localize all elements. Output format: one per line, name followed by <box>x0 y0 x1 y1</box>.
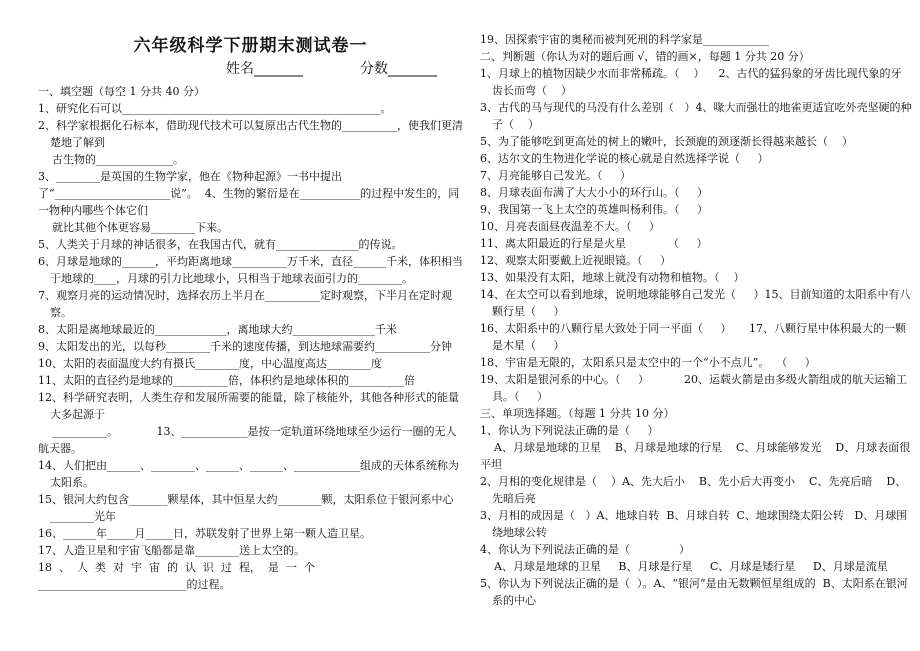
right-line: 1、你认为下列说法正确的是（ ） <box>480 424 659 437</box>
right-line: 5、为了能够吃到更高处的树上的嫩叶，长颈鹿的颈逐渐长得越来越长（ ） <box>480 135 853 148</box>
left-line: 6、月球是地球的______，平均距离地球__________万千米，直径______千米，体积相当于地球的____，月球的引力比地球小，只相当于地球表面引力的________。 <box>38 255 463 285</box>
left-line: __________。 13、____________是按一定轨道环绕地球至少运行一圈的无人航天器。 <box>38 425 457 455</box>
left-line: 一、填空题（每空 1 分共 40 分） <box>38 85 205 98</box>
right-line: 9、我国第一飞上太空的英雄叫杨利伟。（ ） <box>480 203 708 216</box>
right-line: 6、达尔文的生物进化学说的核心就是自然选择学说（ ） <box>480 152 769 165</box>
name-score-row <box>38 61 463 81</box>
left-column <box>38 0 463 593</box>
right-line: 3、月相的成因是（ ）A、地球自转 B、月球自转 C、地球围绕太阳公转 D、月球围绕地球公转 <box>480 509 908 539</box>
left-line: 15、银河大约包含_______颗星体，其中恒星大约________颗，太阳系位于银河系中心________光年 <box>38 493 454 523</box>
right-line: 8、月球表面布满了大大小小的环行山。（ ） <box>480 186 708 199</box>
left-line: 11、太阳的直径约是地球的__________倍，体积约是地球体积的__________倍 <box>38 374 415 387</box>
left-line: 3、________是英国的生物学家，他在《物种起源》一书中提出了“_____________________说”。 4、生物的繁衍是在___________的过程中发生的，同一物种内哪些个体它们 <box>38 170 460 217</box>
right-line: A、月球是地球的卫星 B、月球是行星 C、月球是矮行星 D、月球是流星 <box>480 560 888 573</box>
right-line: 4、你认为下列说法正确的是（ ） <box>480 543 690 556</box>
left-line: 8、太阳是离地球最近的_____________，离地球大约_______________千米 <box>38 323 397 336</box>
right-line: 5、你认为下列说法正确的是（ ）。A、“银河”是由无数颗恒星组成的 B、太阳系在银河系的中心 <box>480 577 908 607</box>
right-line: 13、如果没有太阳，地球上就没有动物和植物。（ ） <box>480 271 745 284</box>
right-line: 10、月亮表面昼夜温差不大。（ ） <box>480 220 660 233</box>
right-line: 19、太阳是银河系的中心。（ ） 20、运载火箭是由多级火箭组成的航天运输工具。（ ） <box>480 373 907 403</box>
right-line: 19、因探索宇宙的奥秘而被判死刑的科学家是____________ <box>480 33 769 46</box>
right-line: 二、判断题（你认为对的题后画 √，错的画×，每题 1 分共 20 分） <box>480 50 810 63</box>
score-field[interactable]: 分数_______ <box>360 61 437 77</box>
left-line: 古生物的______________。 <box>38 153 184 166</box>
left-line: 16、______年_____月_____日，苏联发射了世界上第一颗人造卫星。 <box>38 527 371 540</box>
left-line: 17、人造卫星和宇宙飞船都是靠________送上太空的。 <box>38 544 305 557</box>
right-line: 三、单项选择题。（每题 1 分共 10 分） <box>480 407 675 420</box>
right-line: 3、古代的马与现代的马没有什么差别（ ）4、喙大而强壮的地雀更适宜吃外壳坚硬的种子（ ） <box>480 101 912 131</box>
left-line: 5、人类关于月球的神话很多，在我国古代，就有_______________的传说。 <box>38 238 403 251</box>
left-line: 12、科学研究表明，人类生存和发展所需要的能量，除了核能外，其他各种形式的能量大多起源于 <box>38 391 459 421</box>
right-line: 16、太阳系中的八颗行星大致处于同一平面（ ） 17、八颗行星中体积最大的一颗是木星（ ） <box>480 322 906 352</box>
left-line: 7、观察月亮的运动情况时，选择农历上半月在__________定时观察，下半月在定时观察。 <box>38 289 452 319</box>
left-line: 14、人们把由______、________、______、______、____________组成的天体系统称为太阳系。 <box>38 459 459 489</box>
right-column <box>480 31 912 609</box>
right-line: 2、月相的变化规律是（ ）A、先大后小 B、先小后大再变小 C、先亮后暗 D、先暗后亮 <box>480 475 907 505</box>
right-line: 18、宇宙是无限的，太阳系只是太空中的一个“小不点儿”。 （ ） <box>480 356 816 369</box>
right-line: A、月球是地球的卫星 B、月球是地球的行星 C、月球能够发光 D、月球表面很平坦 <box>480 441 911 471</box>
right-line: 1、月球上的植物因缺少水而非常稀疏。（ ） 2、古代的猛犸象的牙齿比现代象的牙齿长而弯（ ） <box>480 67 902 97</box>
exam-title: 六年级科学下册期末测试卷一 <box>133 36 368 56</box>
left-line: 2、科学家根据化石标本，借助现代技术可以复原出古代生物的__________，使我们更清楚地了解到 <box>38 119 463 149</box>
name-field[interactable]: 姓名_______ <box>226 61 303 77</box>
left-line: 18 、 人 类 对 宇 宙 的 认 识 过 程， 是 一 个___________________________的过程。 <box>38 561 315 591</box>
right-line: 11、离太阳最近的行星是火星 （ ） <box>480 237 708 250</box>
right-line: 14、在太空可以看到地球，说明地球能够自己发光（ ）15、目前知道的太阳系中有八颗行星（ ） <box>480 288 911 318</box>
left-line: 9、太阳发出的光，以每秒________千米的速度传播，到达地球需要约__________分钟 <box>38 340 452 353</box>
right-line: 7、月亮能够自己发光。（ ） <box>480 169 631 182</box>
left-line: 10、太阳的表面温度大约有摄氏________度，中心温度高达________度 <box>38 357 382 370</box>
left-line: 就比其他个体更容易________下来。 <box>38 221 228 234</box>
right-line: 12、观察太阳要戴上近视眼镜。（ ） <box>480 254 671 267</box>
left-line: 1、研究化石可以_______________________________________________。 <box>38 102 392 115</box>
